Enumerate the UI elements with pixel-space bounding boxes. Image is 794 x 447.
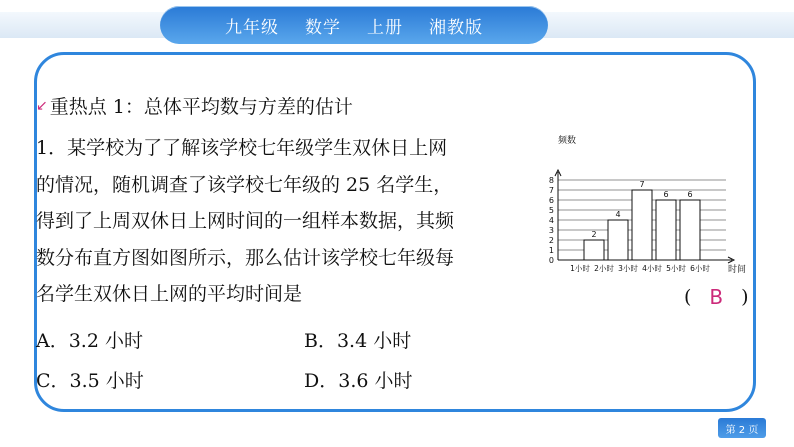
question-line: 1．某学校为了了解该学校七年级学生双休日上网 [36, 137, 448, 159]
question-text [36, 130, 546, 313]
answer-letter: B [709, 285, 724, 309]
answer-bracket [684, 285, 749, 309]
question-line: 名学生双休日上网的平均时间是 [36, 283, 303, 305]
frequency-histogram [536, 132, 766, 282]
y-axis-label: 频数 [558, 136, 577, 146]
answer-open-paren: ( [684, 286, 692, 308]
section-title [36, 92, 353, 119]
x-tick-label: 2小时 [594, 264, 614, 273]
x-tick-label: 1小时 [570, 264, 590, 273]
option-b: B．3.4 小时 [304, 330, 412, 352]
edition-label: 湘教版 [429, 17, 483, 38]
histogram-bar [584, 240, 604, 260]
y-tick-label: 7 [548, 186, 554, 195]
bar-value-label: 6 [663, 190, 669, 199]
histogram-bar [632, 190, 652, 260]
histogram-bar [656, 200, 676, 260]
question-line: 的情况，随机调查了该学校七年级的 25 名学生， [36, 173, 453, 196]
subject-label: 数学 [305, 17, 341, 38]
y-tick-label: 5 [548, 206, 554, 215]
answer-close-paren: ) [741, 286, 749, 308]
x-axis-label: 时间 [728, 265, 747, 275]
x-tick-label: 6小时 [690, 264, 710, 273]
y-tick-label: 8 [548, 176, 554, 185]
section-title-text: 重热点 1：总体平均数与方差的估计 [49, 96, 353, 118]
bar-value-label: 2 [591, 230, 597, 239]
y-tick-label: 2 [548, 236, 554, 245]
bar-value-label: 7 [639, 180, 645, 189]
y-tick-label: 3 [548, 226, 554, 235]
header-banner [160, 6, 548, 44]
y-tick-label: 0 [548, 256, 554, 265]
option-a: A．3.2 小时 [36, 330, 143, 352]
page-number-badge: 第 2 页 [718, 418, 766, 438]
question-line: 数分布直方图如图所示，那么估计该学校七年级每 [36, 246, 455, 269]
option-c: C．3.5 小时 [36, 370, 144, 392]
x-tick-label: 5小时 [666, 264, 686, 273]
question-line: 得到了上周双休日上网时间的一组样本数据，其频 [36, 210, 455, 232]
volume-label: 上册 [367, 17, 403, 38]
bar-value-label: 6 [687, 190, 693, 199]
x-tick-label: 4小时 [642, 264, 662, 273]
histogram-bar [608, 220, 628, 260]
bullet-arrow-icon: ↙ [36, 97, 48, 114]
y-tick-label: 4 [548, 216, 554, 225]
y-tick-label: 6 [548, 196, 554, 205]
bar-value-label: 4 [615, 210, 621, 219]
histogram-bar [680, 200, 700, 260]
grade-label: 九年级 [225, 17, 279, 38]
x-tick-label: 3小时 [618, 264, 638, 273]
option-d: D．3.6 小时 [304, 370, 413, 392]
y-tick-label: 1 [548, 246, 554, 255]
